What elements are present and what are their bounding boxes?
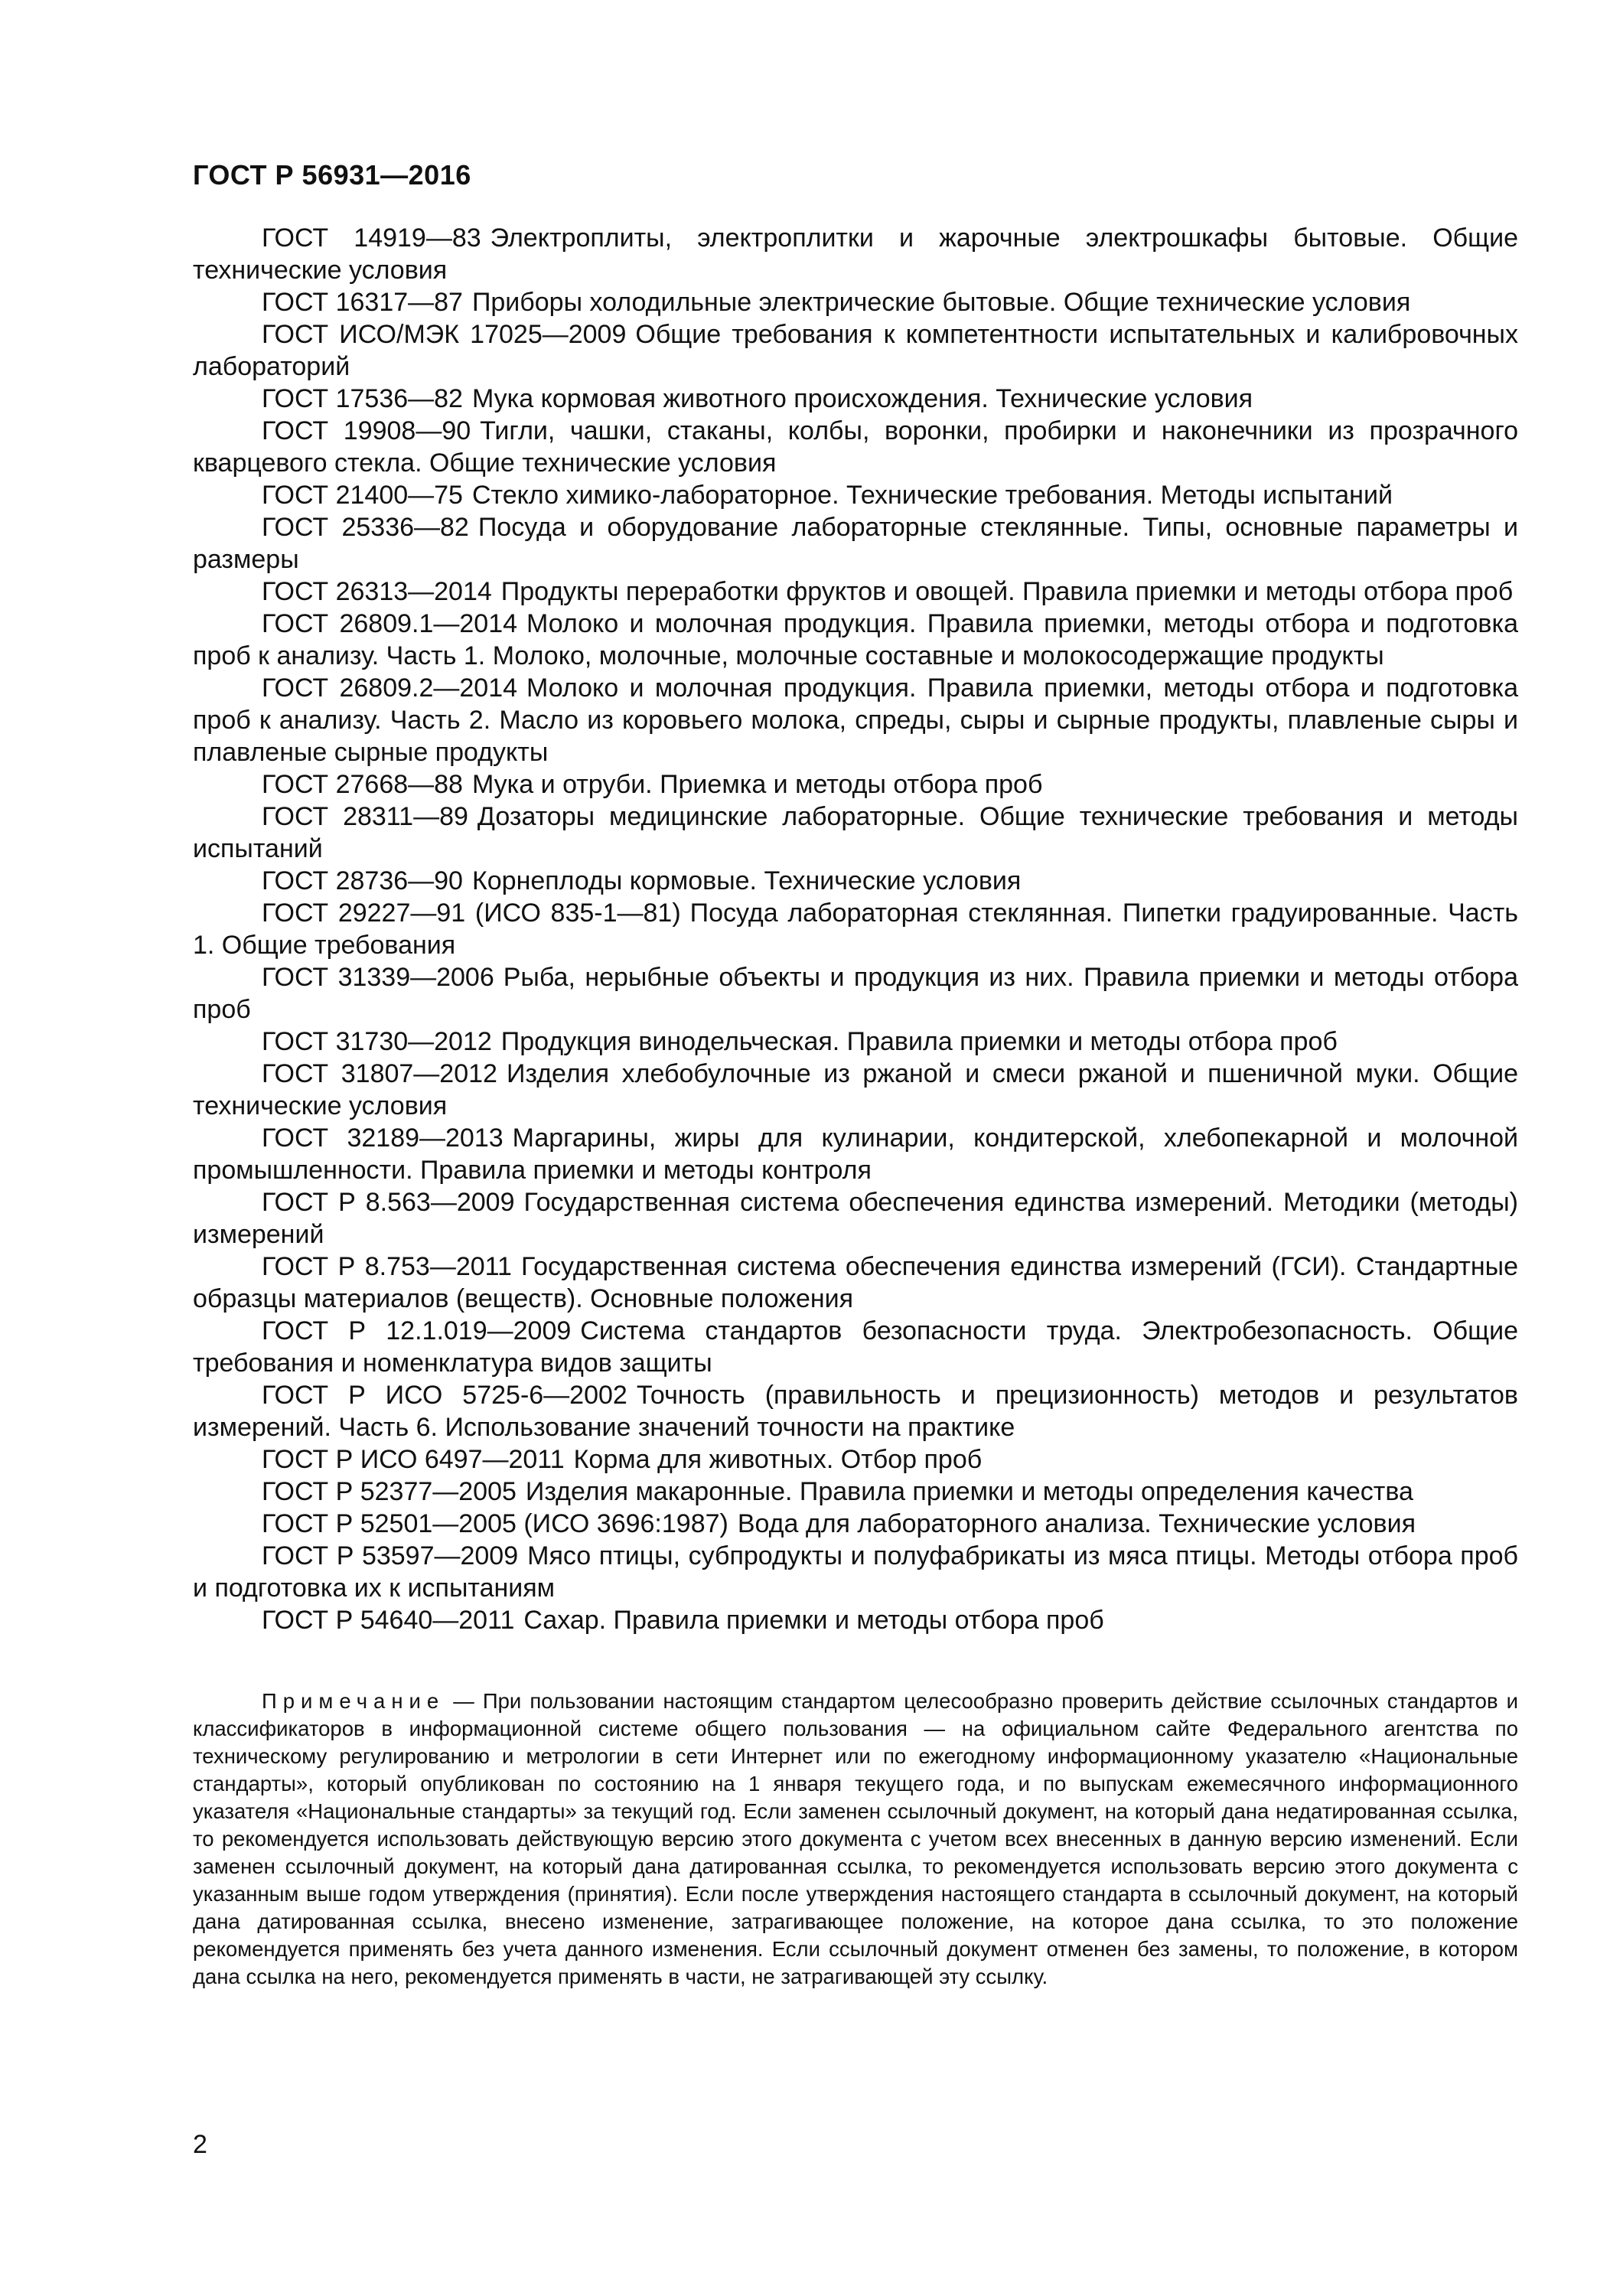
reference-title: Рыба, нерыбные объекты и продукция из них. Правила приемки и методы отбора проб bbox=[193, 963, 1518, 1024]
reference-item bbox=[193, 801, 1518, 865]
reference-item bbox=[193, 1379, 1518, 1443]
reference-item bbox=[193, 479, 1518, 511]
reference-code: ГОСТ Р 52377—2005 bbox=[262, 1477, 517, 1506]
normative-references-list bbox=[193, 222, 1518, 1636]
reference-code: ГОСТ 19908—90 bbox=[262, 416, 471, 445]
reference-title: Мясо птицы, субпродукты и полуфабрикаты из мяса птицы. Методы отбора проб и подготовка их к испытаниям bbox=[193, 1541, 1518, 1603]
reference-code: ГОСТ Р 53597—2009 bbox=[262, 1541, 519, 1570]
reference-code: ГОСТ 26809.2—2014 bbox=[262, 673, 518, 703]
reference-code: ГОСТ 31339—2006 bbox=[262, 963, 494, 992]
reference-title: Система стандартов безопасности труда. Электробезопасность. Общие требования и номенклатура видов защиты bbox=[193, 1316, 1518, 1378]
reference-title: Точность (правильность и прецизионность) методов и результатов измерений. Часть 6. Использование значений точности на практике bbox=[193, 1381, 1518, 1442]
reference-title: Корма для животных. Отбор проб bbox=[573, 1445, 983, 1474]
reference-item bbox=[193, 1315, 1518, 1379]
reference-code: ГОСТ 27668—88 bbox=[262, 770, 463, 799]
reference-title: Дозаторы медицинские лабораторные. Общие технические требования и методы испытаний bbox=[193, 802, 1518, 863]
reference-item bbox=[193, 576, 1518, 608]
reference-title: Государственная система обеспечения единства измерений (ГСИ). Стандартные образцы материалов (веществ). Основные положения bbox=[193, 1252, 1518, 1313]
reference-code: ГОСТ 16317—87 bbox=[262, 288, 463, 317]
reference-code: ГОСТ 17536—82 bbox=[262, 384, 463, 413]
reference-item bbox=[193, 318, 1518, 383]
reference-title: Изделия хлебобулочные из ржаной и смеси ржаной и пшеничной муки. Общие технические условия bbox=[193, 1059, 1518, 1120]
reference-title: Государственная система обеспечения единства измерений. Методики (методы) измерений bbox=[193, 1188, 1518, 1249]
reference-code: ГОСТ 26809.1—2014 bbox=[262, 609, 518, 638]
reference-code: ГОСТ Р 8.563—2009 bbox=[262, 1188, 515, 1217]
reference-title: Общие требования к компетентности испытательных и калибровочных лабораторий bbox=[193, 320, 1518, 381]
reference-item bbox=[193, 1443, 1518, 1476]
reference-code: ГОСТ Р 54640—2011 bbox=[262, 1606, 515, 1635]
reference-title: Посуда и оборудование лабораторные стеклянные. Типы, основные параметры и размеры bbox=[193, 513, 1518, 574]
reference-item bbox=[193, 1122, 1518, 1186]
reference-title: Маргарины, жиры для кулинарии, кондитерской, хлебопекарной и молочной промышленности. Правила приемки и методы контроля bbox=[193, 1124, 1518, 1185]
reference-item bbox=[193, 1476, 1518, 1508]
reference-code: ГОСТ 26313—2014 bbox=[262, 577, 492, 606]
reference-item bbox=[193, 1058, 1518, 1122]
reference-title: Тигли, чашки, стаканы, колбы, воронки, пробирки и наконечники из прозрачного кварцевого стекла. Общие технические условия bbox=[193, 416, 1519, 478]
reference-code: ГОСТ 29227—91 (ИСО 835-1—81) bbox=[262, 899, 681, 928]
reference-code: ГОСТ 31730—2012 bbox=[262, 1027, 492, 1056]
reference-item bbox=[193, 961, 1518, 1026]
reference-code: ГОСТ Р 52501—2005 (ИСО 3696:1987) bbox=[262, 1509, 728, 1538]
reference-title: Электроплиты, электроплитки и жарочные электрошкафы бытовые. Общие технические условия bbox=[193, 223, 1518, 285]
reference-title: Стекло химико-лабораторное. Технические требования. Методы испытаний bbox=[471, 481, 1393, 510]
reference-title: Сахар. Правила приемки и методы отбора проб bbox=[523, 1606, 1104, 1635]
reference-code: ГОСТ Р ИСО 6497—2011 bbox=[262, 1445, 565, 1474]
reference-title: Продукты переработки фруктов и овощей. Правила приемки и методы отбора проб bbox=[500, 577, 1514, 606]
reference-title: Изделия макаронные. Правила приемки и методы определения качества bbox=[525, 1477, 1413, 1506]
reference-title: Мука и отруби. Приемка и методы отбора проб bbox=[471, 770, 1043, 799]
reference-item bbox=[193, 1186, 1518, 1251]
reference-item bbox=[193, 286, 1518, 318]
reference-title: Молоко и молочная продукция. Правила приемки, методы отбора и подготовка проб к анализу. Часть 2. Масло из коровьего молока, спреды, сыры и сырные продукты, плавленые сыры и плавленые сырные продукты bbox=[193, 673, 1518, 767]
reference-code: ГОСТ 21400—75 bbox=[262, 481, 463, 510]
reference-title: Вода для лабораторного анализа. Технические условия bbox=[737, 1509, 1416, 1538]
reference-item bbox=[193, 672, 1518, 768]
reference-item bbox=[193, 1251, 1518, 1315]
reference-item bbox=[193, 383, 1518, 415]
reference-item bbox=[193, 608, 1518, 672]
reference-title: Продукция винодельческая. Правила приемки и методы отбора проб bbox=[500, 1027, 1338, 1056]
reference-code: ГОСТ Р ИСО 5725-6—2002 bbox=[262, 1381, 627, 1410]
reference-code: ГОСТ 25336—82 bbox=[262, 513, 469, 542]
reference-item bbox=[193, 511, 1518, 576]
reference-code: ГОСТ Р 12.1.019—2009 bbox=[262, 1316, 572, 1345]
reference-title: Корнеплоды кормовые. Технические условия bbox=[471, 866, 1022, 895]
reference-item bbox=[193, 865, 1518, 897]
reference-item bbox=[193, 1026, 1518, 1058]
reference-item bbox=[193, 1508, 1518, 1540]
reference-item bbox=[193, 415, 1518, 479]
reference-code: ГОСТ 14919—83 bbox=[262, 223, 481, 253]
note-dash: — bbox=[445, 1689, 483, 1713]
reference-code: ГОСТ 28736—90 bbox=[262, 866, 463, 895]
reference-item bbox=[193, 768, 1518, 801]
reference-item bbox=[193, 1604, 1518, 1636]
reference-code: ГОСТ ИСО/МЭК 17025—2009 bbox=[262, 320, 627, 349]
note-label: Примечание bbox=[262, 1689, 445, 1713]
reference-code: ГОСТ 32189—2013 bbox=[262, 1124, 504, 1153]
reference-title: Посуда лабораторная стеклянная. Пипетки градуированные. Часть 1. Общие требования bbox=[193, 899, 1518, 960]
reference-title: Молоко и молочная продукция. Правила приемки, методы отбора и подготовка проб к анализу. Часть 1. Молоко, молочные, молочные составные и молокосодержащие продукты bbox=[193, 609, 1518, 670]
note-text: При пользовании настоящим стандартом целесообразно проверить действие ссылочных стандартов и классификаторов в информационной системе общего пользования — на официальном сайте Федерального агентства по техническому регулированию и метрологии в сети Интернет или по ежегодному информационному указателю «Национальные стандарты», который опубликован по состоянию на 1 января текущего года, и по выпускам ежемесячного информационного указателя «Национальные стандарты» за текущий год. Если заменен ссылочный документ, на который дана недатированная ссылка, то рекомендуется использовать действующую версию этого документа с учетом всех внесенных в данную версию изменений. Если заменен ссылочный документ, на который дана датированная ссылка, то рекомендуется использовать версию этого документа с указанным выше годом утверждения (принятия). Если после утверждения настоящего стандарта в ссылочный документ, на который дана датированная ссылка, внесено изменение, затрагивающее положение, на которое дана ссылка, то это положение рекомендуется применять без учета данного изменения. Если ссылочный документ отменен без замены, то положение, в котором дана ссылка на него, рекомендуется применять в части, не затрагивающей эту ссылку. bbox=[193, 1689, 1519, 1988]
reference-title: Приборы холодильные электрические бытовые. Общие технические условия bbox=[471, 288, 1411, 317]
reference-title: Мука кормовая животного происхождения. Технические условия bbox=[471, 384, 1253, 413]
note-paragraph bbox=[193, 1688, 1518, 1991]
page-number: 2 bbox=[193, 2130, 207, 2159]
reference-code: ГОСТ 28311—89 bbox=[262, 802, 468, 831]
document-header: ГОСТ Р 56931—2016 bbox=[193, 159, 471, 191]
reference-code: ГОСТ Р 8.753—2011 bbox=[262, 1252, 512, 1281]
reference-item bbox=[193, 897, 1518, 961]
reference-item bbox=[193, 222, 1518, 286]
reference-item bbox=[193, 1540, 1518, 1604]
reference-code: ГОСТ 31807—2012 bbox=[262, 1059, 497, 1088]
